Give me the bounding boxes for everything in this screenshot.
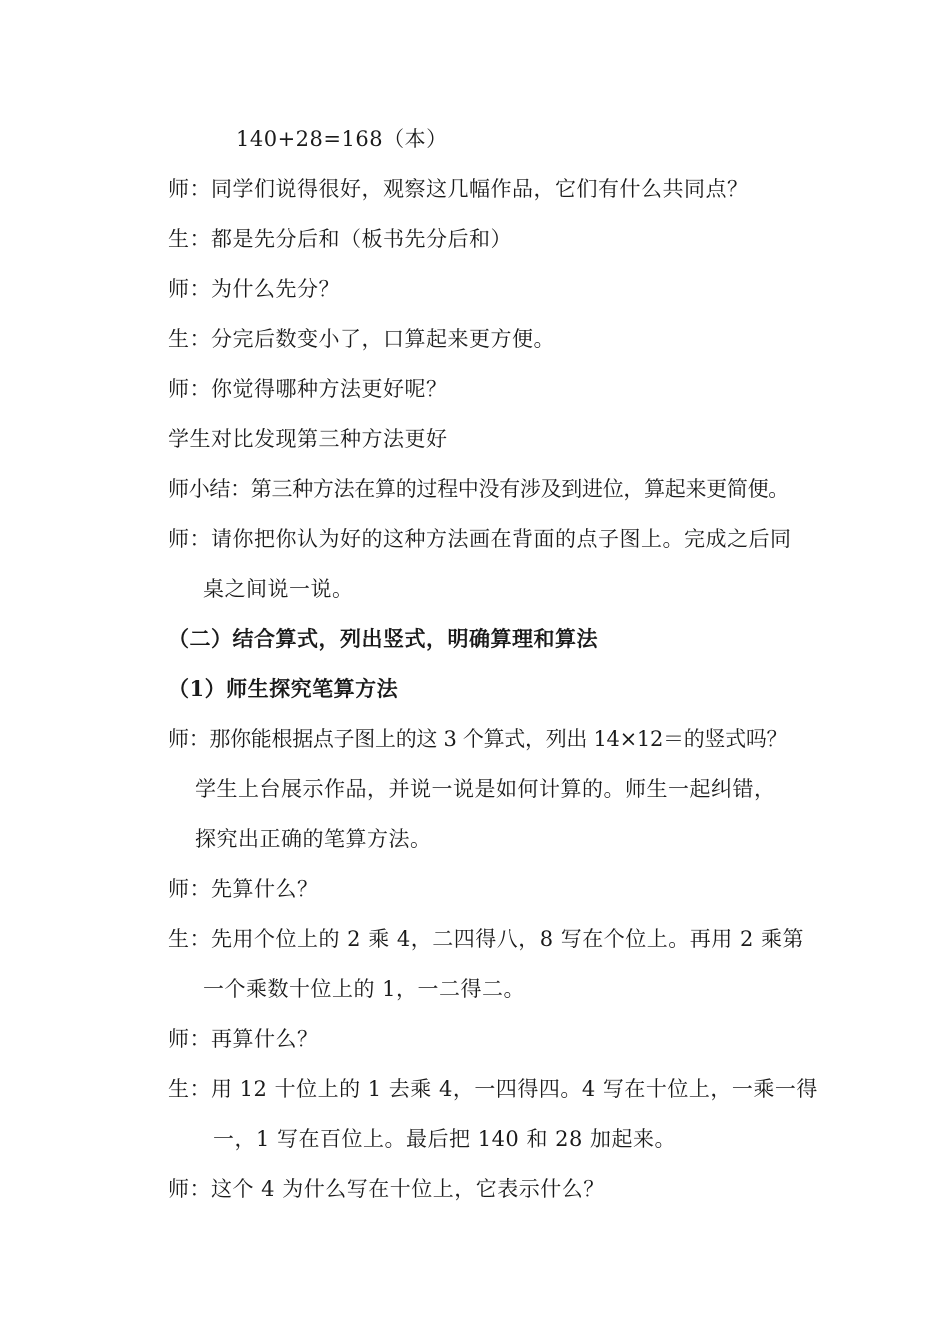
student-line: 生：都是先分后和（板书先分后和）	[168, 227, 512, 251]
student-line-continued: 一个乘数十位上的 1，一二得二。	[203, 977, 526, 1001]
student-line: 生：分完后数变小了，口算起来更方便。	[168, 327, 555, 351]
narration-line: 学生对比发现第三种方法更好	[168, 427, 448, 451]
student-line: 生：先用个位上的 2 乘 4，二四得八，8 写在个位上。再用 2 乘第	[168, 927, 804, 951]
teacher-summary-line: 师小结：第三种方法在算的过程中没有涉及到进位，算起来更简便。	[168, 477, 789, 501]
teacher-line: 师：再算什么？	[168, 1027, 319, 1051]
student-line-continued: 一，1 写在百位上。最后把 140 和 28 加起来。	[213, 1127, 677, 1151]
student-line: 生：用 12 十位上的 1 去乘 4，一四得四。4 写在十位上，一乘一得	[168, 1077, 818, 1101]
teacher-line-continued: 桌之间说一说。	[203, 577, 354, 601]
teacher-line: 师：同学们说得很好，观察这几幅作品，它们有什么共同点？	[168, 177, 749, 201]
teacher-line: 师：先算什么？	[168, 877, 319, 901]
narration-line: 学生上台展示作品，并说一说是如何计算的。师生一起纠错，	[195, 777, 776, 801]
calc-result-line: 140+28=168（本）	[236, 127, 448, 151]
subsection-heading: （1）师生探究笔算方法	[168, 676, 399, 701]
teacher-line: 师：那你能根据点子图上的这 3 个算式，列出 14×12＝的竖式吗？	[168, 727, 788, 751]
teacher-line: 师：你觉得哪种方法更好呢？	[168, 377, 448, 401]
teacher-line: 师：请你把你认为好的这种方法画在背面的点子图上。完成之后同	[168, 527, 792, 551]
teacher-line: 师：为什么先分？	[168, 277, 340, 301]
section-heading: （二）结合算式，列出竖式，明确算理和算法	[168, 626, 598, 651]
teacher-line: 师：这个 4 为什么写在十位上，它表示什么？	[168, 1177, 605, 1201]
narration-line-continued: 探究出正确的笔算方法。	[195, 827, 432, 851]
